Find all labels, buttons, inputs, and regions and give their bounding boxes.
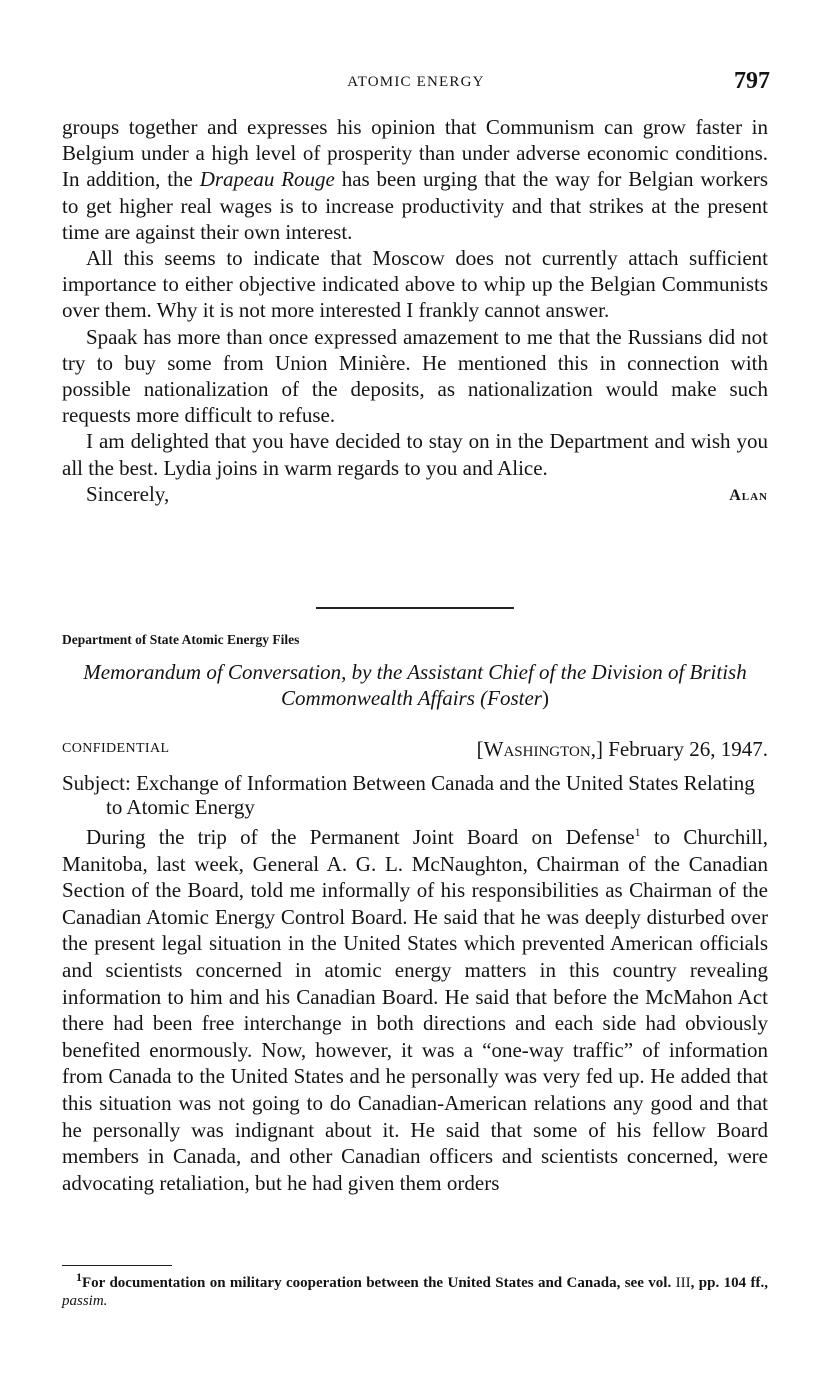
letter-paragraph-1-text-a: groups together and expresses his opinion that Communism can grow faster in Belgium under a high level of prosperity than under adverse economic conditions. In addition, the	[62, 115, 768, 192]
footnote-divider	[62, 1265, 172, 1266]
newspaper-title: Drapeau Rouge	[199, 167, 335, 192]
subject-text: Exchange of Information Between Canada and the United States Relating to Atomic Energy	[106, 771, 755, 819]
subject-label: Subject:	[62, 771, 131, 795]
section-divider	[316, 607, 514, 609]
dateline-date: February 26, 1947.	[602, 737, 768, 761]
closing: Sincerely,	[86, 481, 170, 506]
memo-title-name: Foster	[487, 686, 542, 710]
memo-title-text: Memorandum of Conversation, by the Assistant Chief of the Division of British Commonwealth Affairs (	[83, 660, 747, 710]
footnote-marker: 1	[76, 1270, 82, 1284]
letter-paragraph-1-text-b: has been urging that the way for Belgian workers to get higher real wages is to increase productivity and that strikes at the present time are against their own interest.	[62, 167, 768, 244]
footnote-text-b: , pp. 104 ff.,	[690, 1275, 768, 1291]
dateline	[477, 737, 768, 762]
letter-body	[62, 114, 768, 508]
memo-paragraph-1-text-a: During the trip of the Permanent Joint Board on Defense	[86, 825, 635, 849]
memo-meta	[62, 737, 768, 765]
signature: Alan	[729, 486, 768, 504]
footnote-reference: 1	[634, 825, 641, 839]
letter-paragraph-2: All this seems to indicate that Moscow does not currently attach sufficient importance to either objective indicated above to whip up the Belgian Communists over them. Why it is not more interested I frankly cannot answer.	[62, 246, 768, 323]
memo-paragraph-1	[62, 824, 768, 1196]
running-title: ATOMIC ENERGY	[347, 74, 485, 90]
letter-paragraph-3: Spaak has more than once expressed amazement to me that the Russians did not try to buy some from Union Minière. He mentioned this in connection with possible nationalization of the deposits, as nationalization would make such requests more difficult to refuse.	[62, 324, 768, 428]
subject-body	[62, 771, 768, 819]
letter-paragraph-4: I am delighted that you have decided to stay on in the Department and wish you all the best. Lydia joins in warm regards to you and Alice.	[62, 429, 768, 480]
running-head	[62, 68, 770, 100]
classification: CONFIDENTIAL	[62, 741, 170, 756]
memo-paragraph-1-text-b: to Churchill, Manitoba, last week, General A. G. L. McNaughton, Chairman of the Canadian Section of the Board, told me informally of his responsibilities as Chairman of the Canadian Atomic Energy Control Board. He said that he was deeply disturbed over the present legal situation in the United States which prevented American officials and scientists concerned in atomic energy matters in this country revealing information to him and his Canadian Board. He said that before the McMahon Act there had been free interchange in both directions and each side had obviously benefited enormously. Now, however, it was a “one-way traffic” of information from Canada to the United States and he personally was very fed up. He added that this situation was not going to do Canadian-American relations any good and that he personally was indignant about it. He said that some of his fellow Board members in Canada, and other Canadian officers and scientists concerned, were advocating retaliation, but he had given them orders	[62, 825, 768, 1195]
memo-body	[62, 824, 768, 1196]
memo-subject	[62, 771, 768, 819]
footnote-text-a: For documentation on military cooperation between the United States and Canada, see vol.	[82, 1275, 676, 1291]
letter-paragraph-1	[62, 114, 768, 245]
dateline-place: [Washington,]	[476, 737, 603, 761]
memo-title	[62, 659, 768, 711]
file-label: Department of State Atomic Energy Files	[62, 632, 300, 647]
memo-title-close: )	[541, 686, 549, 710]
page-number: 797	[734, 68, 770, 94]
footnote-passim: passim.	[62, 1293, 108, 1309]
footnote	[62, 1270, 768, 1310]
closing-row	[62, 481, 768, 508]
footnote-volume: III	[675, 1275, 691, 1291]
